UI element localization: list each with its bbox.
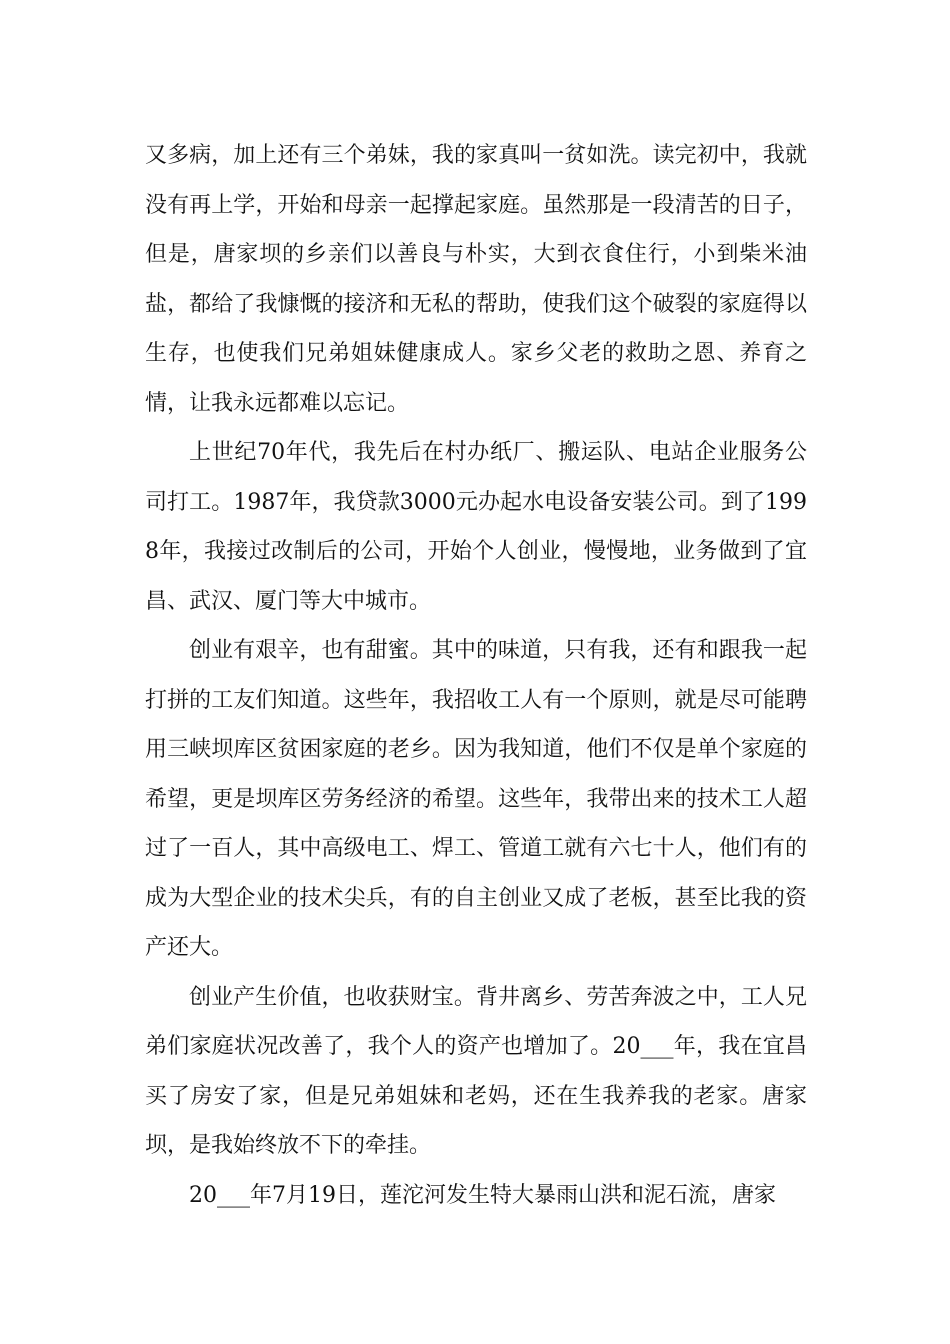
paragraph-1: 又多病，加上还有三个弟妹，我的家真叫一贫如洗。读完初中，我就没有再上学，开始和母亲一起撑起家庭。虽然那是一段清苦的日子，但是，唐家坝的乡亲们以善良与朴实，大到衣食住行，小到柴米油盐，都给了我慷慨的接济和无私的帮助，使我们这个破裂的家庭得以生存，也使我们兄弟姐妹健康成人。家乡父老的救助之恩、养育之情，让我永远都难以忘记。 — [145, 143, 807, 416]
paragraph-3: 创业有艰辛，也有甜蜜。其中的味道，只有我，还有和跟我一起打拼的工友们知道。这些年，我招收工人有一个原则，就是尽可能聘用三峡坝库区贫困家庭的老乡。因为我知道，他们不仅是单个家庭的希望，更是坝库区劳务经济的希望。这些年，我带出来的技术工人超过了一百人，其中高级电工、焊工、管道工就有六七十人，他们有的成为大型企业的技术尖兵，有的自主创业又成了老板，甚至比我的资产还大。 — [145, 638, 807, 960]
document-body — [145, 131, 807, 1220]
paragraph-2: 上世纪70年代，我先后在村办纸厂、搬运队、电站企业服务公司打工。1987年，我贷款3000元办起水电设备安装公司。到了1998年，我接过改制后的公司，开始个人创业，慢慢地，业务做到了宜昌、武汉、厦门等大中城市。 — [145, 440, 807, 614]
paragraph-5: 20___年7月19日，莲沱河发生特大暴雨山洪和泥石流，唐家 — [189, 1182, 776, 1208]
paragraph-4: 创业产生价值，也收获财宝。背井离乡、劳苦奔波之中，工人兄弟们家庭状况改善了，我个人的资产也增加了。20___年，我在宜昌买了房安了家，但是兄弟姐妹和老妈，还在生我养我的老家。唐家坝，是我始终放不下的牵挂。 — [145, 984, 807, 1158]
